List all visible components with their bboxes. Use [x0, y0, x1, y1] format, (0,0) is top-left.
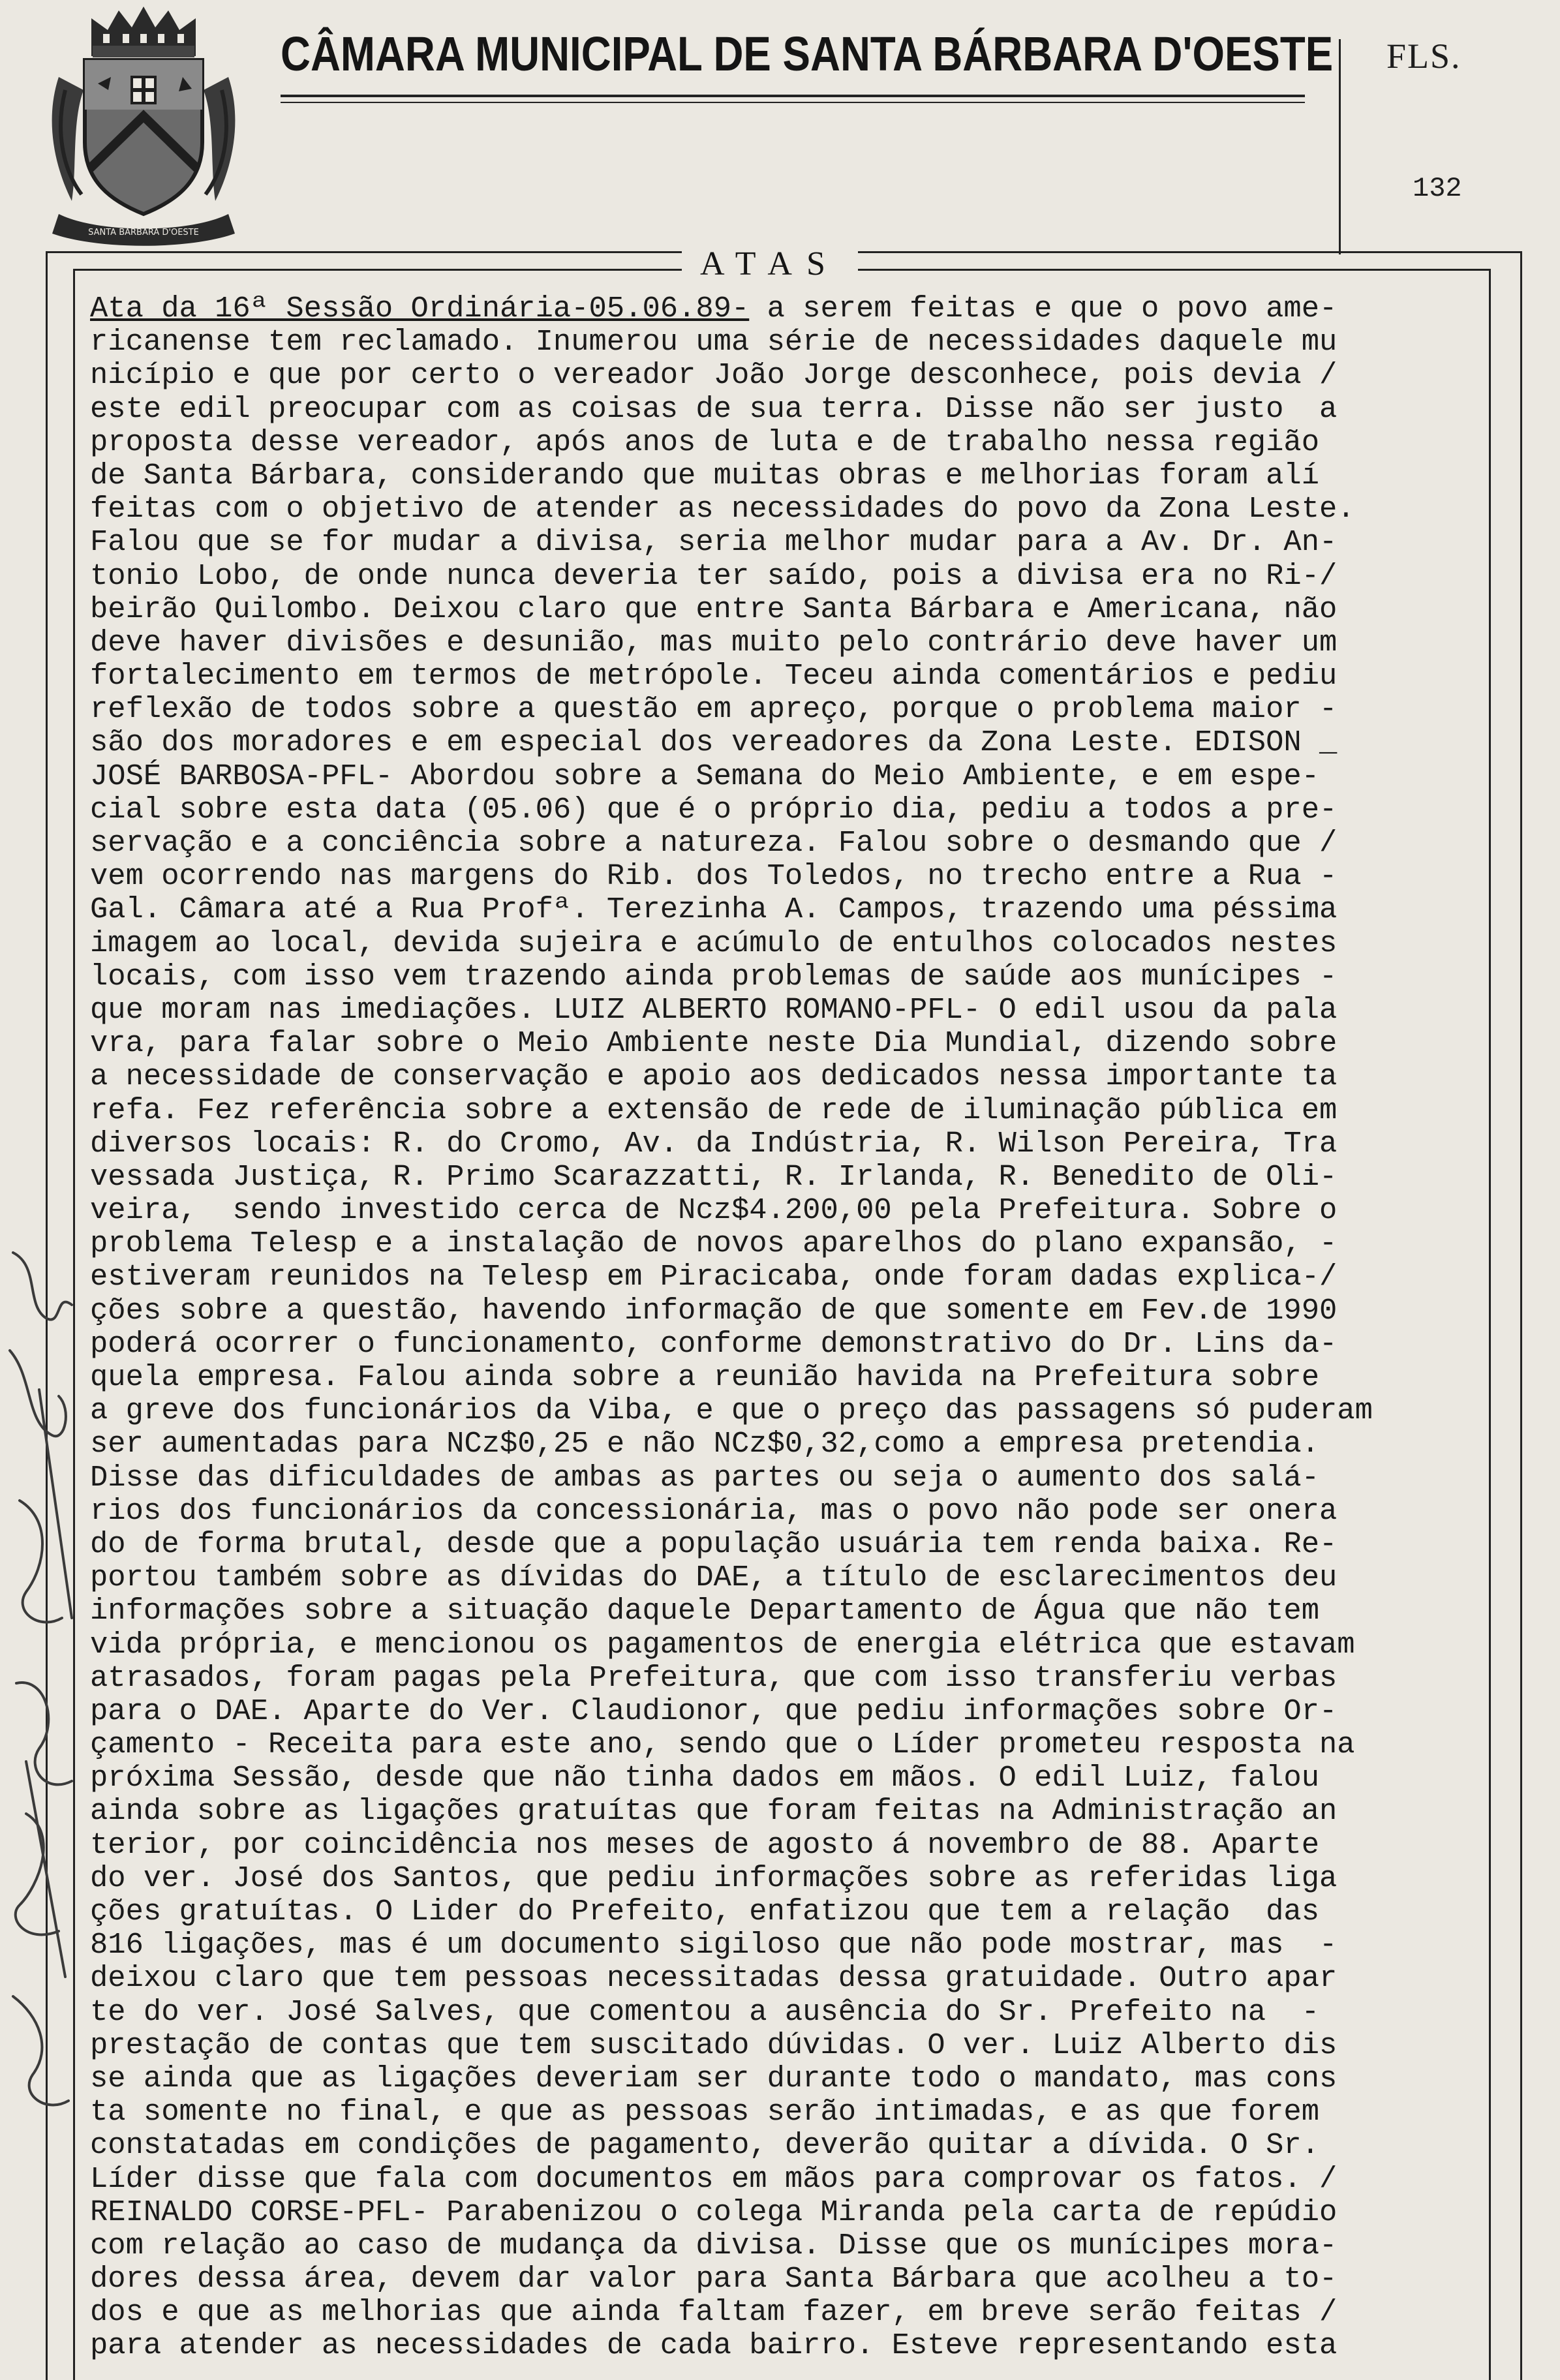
frame-border-right	[1520, 251, 1522, 2380]
fls-divider	[1339, 39, 1341, 254]
minutes-line: veira, sendo investido cerca de Ncz$4.200,00 pela Prefeitura. Sobre o	[90, 1193, 1338, 1228]
minutes-line: a greve dos funcionários da Viba, e que o preço das passagens só puderam	[90, 1394, 1373, 1428]
minutes-line: próxima Sessão, desde que não tinha dados em mãos. O edil Luiz, falou	[90, 1761, 1320, 1795]
minutes-line: vessada Justiça, R. Primo Scarazzatti, R. Irlanda, R. Benedito de Oli-	[90, 1159, 1338, 1194]
minutes-line: çamento - Receita para este ano, sendo que o Líder prometeu resposta na	[90, 1728, 1355, 1762]
institution-title: CÂMARA MUNICIPAL DE SANTA BÁRBARA D'OESTE	[281, 27, 1334, 81]
minutes-line: para atender as necessidades de cada bairro. Esteve representando esta	[90, 2328, 1338, 2363]
minutes-line: servação e a conciência sobre a natureza. Falou sobre o desmando que /	[90, 826, 1338, 860]
minutes-line: para o DAE. Aparte do Ver. Claudionor, que pediu informações sobre Or-	[90, 1694, 1338, 1728]
minutes-line: ta somente no final, e que as pessoas serão intimadas, e as que forem	[90, 2095, 1320, 2129]
minutes-line: problema Telesp e a instalação de novos aparelhos do plano expansão, -	[90, 1227, 1338, 1261]
minutes-line: rios dos funcionários da concessionária, mas o povo não pode ser onera	[90, 1493, 1338, 1528]
minutes-line: feitas com o objetivo de atender as necessidades do povo da Zona Leste.	[90, 492, 1355, 526]
minutes-line: vida própria, e mencionou os pagamentos de energia elétrica que estavam	[90, 1627, 1355, 1662]
minutes-text	[90, 292, 1493, 2363]
minutes-line: vem ocorrendo nas margens do Rib. dos Toledos, no trecho entre a Rua -	[90, 859, 1338, 894]
coat-of-arms-icon	[46, 5, 241, 248]
svg-text:SANTA BÁRBARA D'OESTE: SANTA BÁRBARA D'OESTE	[88, 228, 199, 237]
minutes-line: do de forma brutal, desde que a população usuária tem renda baixa. Re-	[90, 1527, 1338, 1561]
minutes-line: proposta desse vereador, após anos de luta e de trabalho nessa região	[90, 425, 1320, 459]
minutes-line: Ata da 16ª Sessão Ordinária-05.06.89- a serem feitas e que o povo ame-	[90, 292, 1338, 326]
minutes-line: ções sobre a questão, havendo informação de que somente em Fev.de 1990	[90, 1293, 1338, 1328]
page-number: 132	[1413, 173, 1462, 204]
minutes-line: tonio Lobo, de onde nunca deveria ter saído, pois a divisa era no Ri-/	[90, 558, 1338, 593]
minutes-line: com relação ao caso de mudança da divisa. Disse que os munícipes mora-	[90, 2228, 1338, 2263]
minutes-line: se ainda que as ligações deveriam ser durante todo o mandato, mas cons	[90, 2061, 1338, 2096]
minutes-line: de Santa Bárbara, considerando que muitas obras e melhorias foram alí	[90, 458, 1320, 493]
minutes-line: atrasados, foram pagas pela Prefeitura, que com isso transferiu verbas	[90, 1660, 1338, 1695]
minutes-line: deixou claro que tem pessoas necessitadas dessa gratuidade. Outro apar	[90, 1961, 1338, 1996]
minutes-line: dores dessa área, devem dar valor para Santa Bárbara que acolheu a to-	[90, 2262, 1338, 2296]
minutes-line: ser aumentadas para NCz$0,25 e não NCz$0,32,como a empresa pretendia.	[90, 1427, 1320, 1461]
minutes-line: informações sobre a situação daquele Departamento de Água que não tem	[90, 1594, 1320, 1628]
minutes-line: locais, com isso vem trazendo ainda problemas de saúde aos munícipes -	[90, 959, 1338, 994]
minutes-line: que moram nas imediações. LUIZ ALBERTO ROMANO-PFL- O edil usou da pala	[90, 992, 1338, 1027]
minutes-line: deve haver divisões e desunião, mas muito pelo contrário deve haver um	[90, 625, 1338, 660]
header-rule-thin	[281, 102, 1305, 103]
minutes-line: do ver. José dos Santos, que pediu informações sobre as referidas liga	[90, 1861, 1338, 1895]
header-rule	[281, 95, 1305, 97]
minutes-line: cial sobre esta data (05.06) que é o próprio dia, pediu a todos a pre-	[90, 792, 1338, 827]
minutes-line: te do ver. José Salves, que comentou a ausência do Sr. Prefeito na -	[90, 1994, 1320, 2029]
fls-label: FLS.	[1386, 37, 1461, 76]
minutes-line: a necessidade de conservação e apoio aos dedicados nessa importante ta	[90, 1060, 1338, 1094]
section-title: ATAS	[682, 245, 858, 283]
minutes-line: JOSÉ BARBOSA-PFL- Abordou sobre a Semana do Meio Ambiente, e em espe-	[90, 759, 1320, 793]
minutes-line: imagem ao local, devida sujeira e acúmulo de entulhos colocados nestes	[90, 926, 1338, 960]
minutes-line: fortalecimento em termos de metrópole. Teceu ainda comentários e pediu	[90, 659, 1338, 694]
minutes-line: Líder disse que fala com documentos em mãos para comprovar os fatos. /	[90, 2161, 1338, 2196]
minutes-line: diversos locais: R. do Cromo, Av. da Indústria, R. Wilson Pereira, Tra	[90, 1126, 1338, 1161]
minutes-line: Gal. Câmara até a Rua Profª. Terezinha A. Campos, trazendo uma péssima	[90, 892, 1338, 927]
minutes-line: refa. Fez referência sobre a extensão de rede de iluminação pública em	[90, 1093, 1338, 1127]
minutes-line: ainda sobre as ligações gratuítas que foram feitas na Administração an	[90, 1794, 1338, 1829]
minutes-line: REINALDO CORSE-PFL- Parabenizou o colega Miranda pela carta de repúdio	[90, 2195, 1338, 2229]
minutes-line: são dos moradores e em especial dos vereadores da Zona Leste. EDISON _	[90, 725, 1338, 760]
minutes-line: dos e que as melhorias que ainda faltam fazer, em breve serão feitas /	[90, 2295, 1338, 2330]
minutes-line: ções gratuítas. O Lider do Prefeito, enfatizou que tem a relação das	[90, 1895, 1320, 1929]
minutes-line: beirão Quilombo. Deixou claro que entre Santa Bárbara e Americana, não	[90, 592, 1338, 626]
minutes-line: este edil preocupar com as coisas de sua terra. Disse não ser justo a	[90, 391, 1338, 426]
minutes-line: nicípio e que por certo o vereador João Jorge desconhece, pois devia /	[90, 358, 1338, 393]
session-heading: Ata da 16ª Sessão Ordinária-05.06.89-	[90, 292, 750, 326]
minutes-line: estiveram reunidos na Telesp em Piracicaba, onde foram dadas explica-/	[90, 1260, 1338, 1294]
margin-signature-icon	[0, 1227, 98, 2205]
minutes-line: Disse das dificuldades de ambas as partes ou seja o aumento dos salá-	[90, 1460, 1320, 1495]
minutes-line: constatadas em condições de pagamento, deverão quitar a dívida. O Sr.	[90, 2128, 1320, 2163]
minutes-line: poderá ocorrer o funcionamento, conforme demonstrativo do Dr. Lins da-	[90, 1326, 1338, 1361]
minutes-line: quela empresa. Falou ainda sobre a reunião havida na Prefeitura sobre	[90, 1360, 1320, 1394]
minutes-line: reflexão de todos sobre a questão em apreço, porque o problema maior -	[90, 692, 1338, 727]
minutes-line: prestação de contas que tem suscitado dúvidas. O ver. Luiz Alberto dis	[90, 2028, 1338, 2062]
minutes-line: vra, para falar sobre o Meio Ambiente neste Dia Mundial, dizendo sobre	[90, 1026, 1338, 1061]
minutes-line: ricanense tem reclamado. Inumerou uma série de necessidades daquele mu	[90, 325, 1338, 359]
minutes-line: terior, por coincidência nos meses de agosto á novembro de 88. Aparte	[90, 1827, 1320, 1862]
minutes-line: 816 ligações, mas é um documento sigiloso que não pode mostrar, mas -	[90, 1928, 1338, 1962]
minutes-line: Falou que se for mudar a divisa, seria melhor mudar para a Av. Dr. An-	[90, 525, 1338, 560]
minutes-line: portou também sobre as dívidas do DAE, a título de esclarecimentos deu	[90, 1561, 1338, 1595]
